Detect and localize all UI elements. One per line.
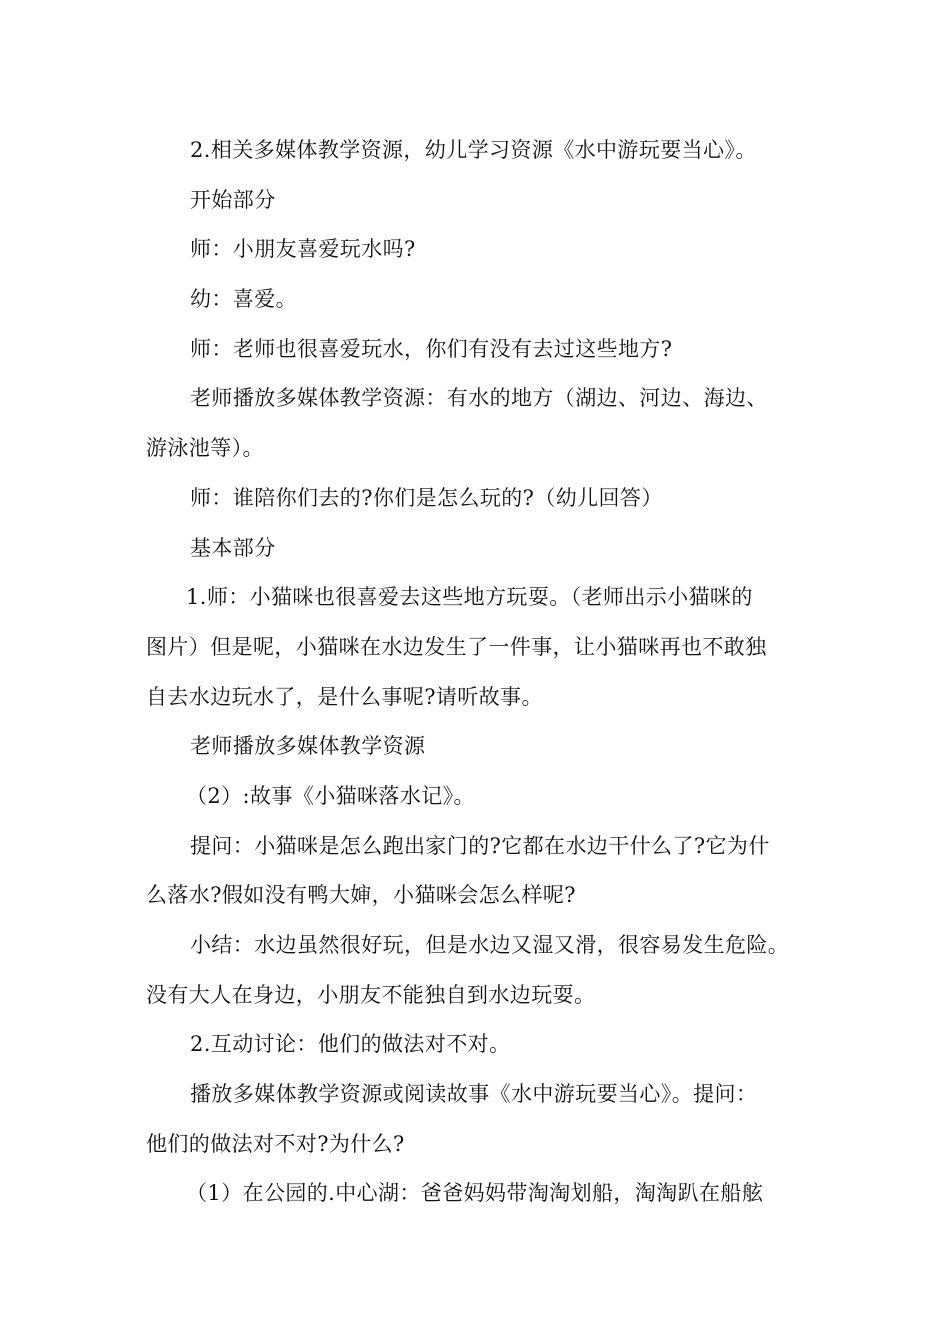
paragraph-line: 没有大人在身边，小朋友不能独自到水边玩耍。 [146, 982, 596, 1007]
paragraph-line: 游泳池等）。 [146, 436, 264, 461]
paragraph-line: 老师播放多媒体教学资源：有水的地方（湖边、河边、海边、 [190, 386, 768, 411]
paragraph-line: 图片）但是呢，小猫咪在水边发生了一件事，让小猫咪再也不敢独 [146, 634, 767, 659]
paragraph-line: 么落水?假如没有鸭大婶，小猫咪会怎么样呢? [146, 883, 576, 908]
paragraph-line: 师：小朋友喜爱玩水吗? [190, 237, 416, 262]
section-heading-start: 开始部分 [190, 187, 276, 212]
paragraph-line: 2.互动讨论：他们的做法对不对。 [190, 1032, 511, 1057]
paragraph-line: 小结：水边虽然很好玩，但是水边又湿又滑，很容易发生危险。 [190, 933, 790, 957]
paragraph-line: 自去水边玩水了，是什么事呢?请听故事。 [146, 684, 543, 709]
paragraph-line: 师：老师也很喜爱玩水，你们有没有去过这些地方? [190, 336, 673, 361]
paragraph-line: 老师播放多媒体教学资源 [190, 734, 426, 759]
paragraph-line: （2）:故事《小猫咪落水记》。 [186, 783, 475, 808]
section-heading-basic: 基本部分 [190, 535, 276, 560]
paragraph-line: 师：谁陪你们去的?你们是怎么玩的?（幼儿回答） [190, 485, 663, 510]
paragraph-line: （1）在公园的.中心湖：爸爸妈妈带淘淘划船，淘淘趴在船舷 [186, 1181, 764, 1206]
paragraph-line: 播放多媒体教学资源或阅读故事《水中游玩要当心》。提问： [190, 1082, 758, 1107]
paragraph-line: 幼：喜爱。 [190, 287, 297, 312]
paragraph-line: 提问：小猫咪是怎么跑出家门的?它都在水边干什么了?它为什 [190, 833, 770, 858]
paragraph-line: 他们的做法对不对?为什么? [146, 1131, 405, 1156]
paragraph-line: 2.相关多媒体教学资源，幼儿学习资源《水中游玩要当心》。 [190, 138, 757, 162]
paragraph-line: 1.师：小猫咪也很喜爱去这些地方玩耍。（老师出示小猫咪的 [186, 585, 753, 610]
document-body [146, 126, 826, 1219]
